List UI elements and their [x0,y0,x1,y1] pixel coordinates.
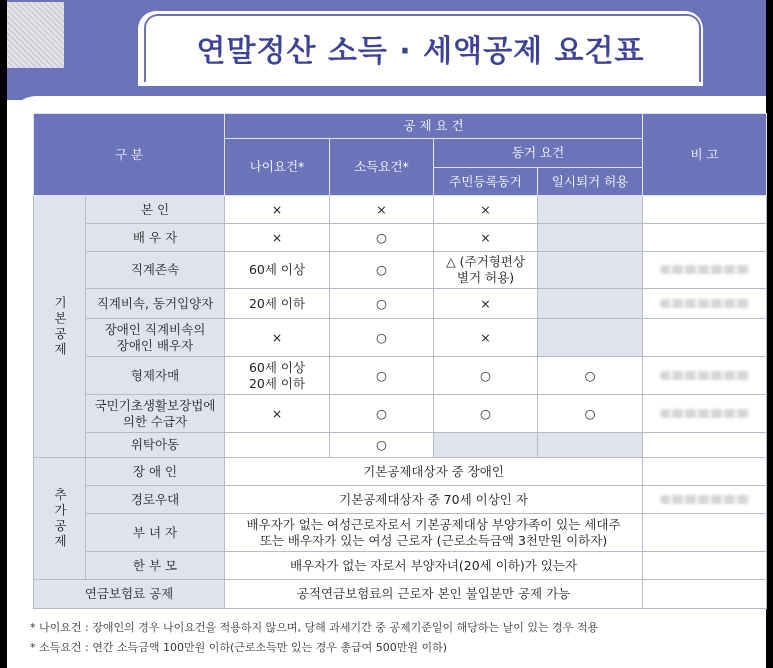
table-row [34,552,767,580]
remark-cell [643,514,767,552]
table-row [34,224,767,252]
remark-cell [643,395,767,433]
temporary-cell [538,319,643,357]
row-label: 본 인 [86,196,225,224]
row-label: 장 애 인 [86,458,225,486]
table-row [34,458,767,486]
row-label: 경로우대 [86,486,225,514]
table-row [34,357,767,395]
age-cell: × [225,319,330,357]
page-title: 연말정산 소득 · 세액공제 요건표 [196,34,645,69]
registered-cell [434,433,538,458]
income-cell: ○ [330,395,434,433]
age-cell: 60세 이상 [225,252,330,289]
temporary-cell: ○ [538,395,643,433]
temporary-cell [538,224,643,252]
remark-cell [643,319,767,357]
temporary-cell [538,252,643,289]
income-cell: ○ [330,224,434,252]
age-cell [225,433,330,458]
temporary-cell [538,196,643,224]
row-label: 배 우 자 [86,224,225,252]
remark-cell [643,357,767,395]
registered-cell: △ (주거형편상 별거 허용) [434,252,538,289]
description-cell: 배우자가 없는 자로서 부양자녀(20세 이하)가 있는자 [225,552,643,580]
remark-cell [643,433,767,458]
blurred-text [660,495,750,504]
registered-cell: ○ [434,357,538,395]
requirements-table [33,113,767,609]
table-row [34,289,767,319]
temporary-cell: ○ [538,357,643,395]
group-basic: 기본공제 [34,196,86,458]
remark-cell [643,252,767,289]
temporary-cell [538,433,643,458]
remark-cell [643,196,767,224]
registered-cell: × [434,196,538,224]
group-extra: 추가공제 [34,458,86,580]
header-division: 구 분 [34,114,225,196]
age-cell: × [225,224,330,252]
description-cell: 기본공제대상자 중 장애인 [225,458,643,486]
blurred-text [660,409,750,418]
row-label: 국민기초생활보장법에 의한 수급자 [86,395,225,433]
age-cell: × [225,196,330,224]
income-cell: ○ [330,357,434,395]
header-requirements: 공 제 요 건 [225,114,643,139]
header-remarks: 비 고 [643,114,767,196]
registered-cell: × [434,289,538,319]
remark-cell [643,552,767,580]
table-row [34,395,767,433]
age-cell: 20세 이하 [225,289,330,319]
income-cell: ○ [330,252,434,289]
table-row [34,252,767,289]
note-income: * 소득요건 : 연간 소득금액 100만원 이하(근로소득만 있는 경우 총급여 500만원 이하) [30,641,448,654]
footnotes [30,618,598,658]
table-row [34,514,767,552]
income-cell: ○ [330,319,434,357]
age-cell: × [225,395,330,433]
row-label: 장애인 직계비속의 장애인 배우자 [86,319,225,357]
registered-cell: × [434,224,538,252]
corner-texture [7,2,64,68]
pension-desc: 공적연금보험료의 근로자 본인 불입분만 공제 가능 [225,580,643,609]
age-cell: 60세 이상 20세 이하 [225,357,330,395]
remark-blurred [643,580,767,609]
income-cell: ○ [330,433,434,458]
header-registered: 주민등록동거 [434,168,538,196]
table-row [34,486,767,514]
row-label: 한 부 모 [86,552,225,580]
table-row [34,319,767,357]
description-cell: 기본공제대상자 중 70세 이상인 자 [225,486,643,514]
registered-cell: ○ [434,395,538,433]
description-cell: 배우자가 없는 여성근로자로서 기본공제대상 부양가족이 있는 세대주 또는 배우자가 있는 여성 근로자 (근로소득금액 3천만원 이하자) [225,514,643,552]
row-label: 위탁아동 [86,433,225,458]
note-age: * 나이요건 : 장애인의 경우 나이요건을 적용하지 않으며, 당해 과세기간 중 공제기준일이 해당하는 날이 있는 경우 적용 [30,621,599,634]
remark-cell [643,289,767,319]
row-label: 형제자매 [86,357,225,395]
header-residence: 동거 요건 [434,139,643,168]
remark-cell [643,458,767,486]
income-cell: ○ [330,289,434,319]
table-row [34,196,767,224]
row-label: 직계존속 [86,252,225,289]
blurred-text [660,265,750,274]
registered-cell: × [434,319,538,357]
remark-cell [643,224,767,252]
temporary-cell [538,289,643,319]
table-row [34,433,767,458]
blurred-text [660,299,750,308]
row-label: 부 녀 자 [86,514,225,552]
header-temporary: 일시퇴거 허용 [538,168,643,196]
pension-label: 연금보험료 공제 [34,580,225,609]
header-age: 나이요건* [225,139,330,196]
blurred-text [660,371,750,380]
remark-cell [643,486,767,514]
income-cell: × [330,196,434,224]
row-label: 직계비속, 동거입양자 [86,289,225,319]
header-income: 소득요건* [330,139,434,196]
